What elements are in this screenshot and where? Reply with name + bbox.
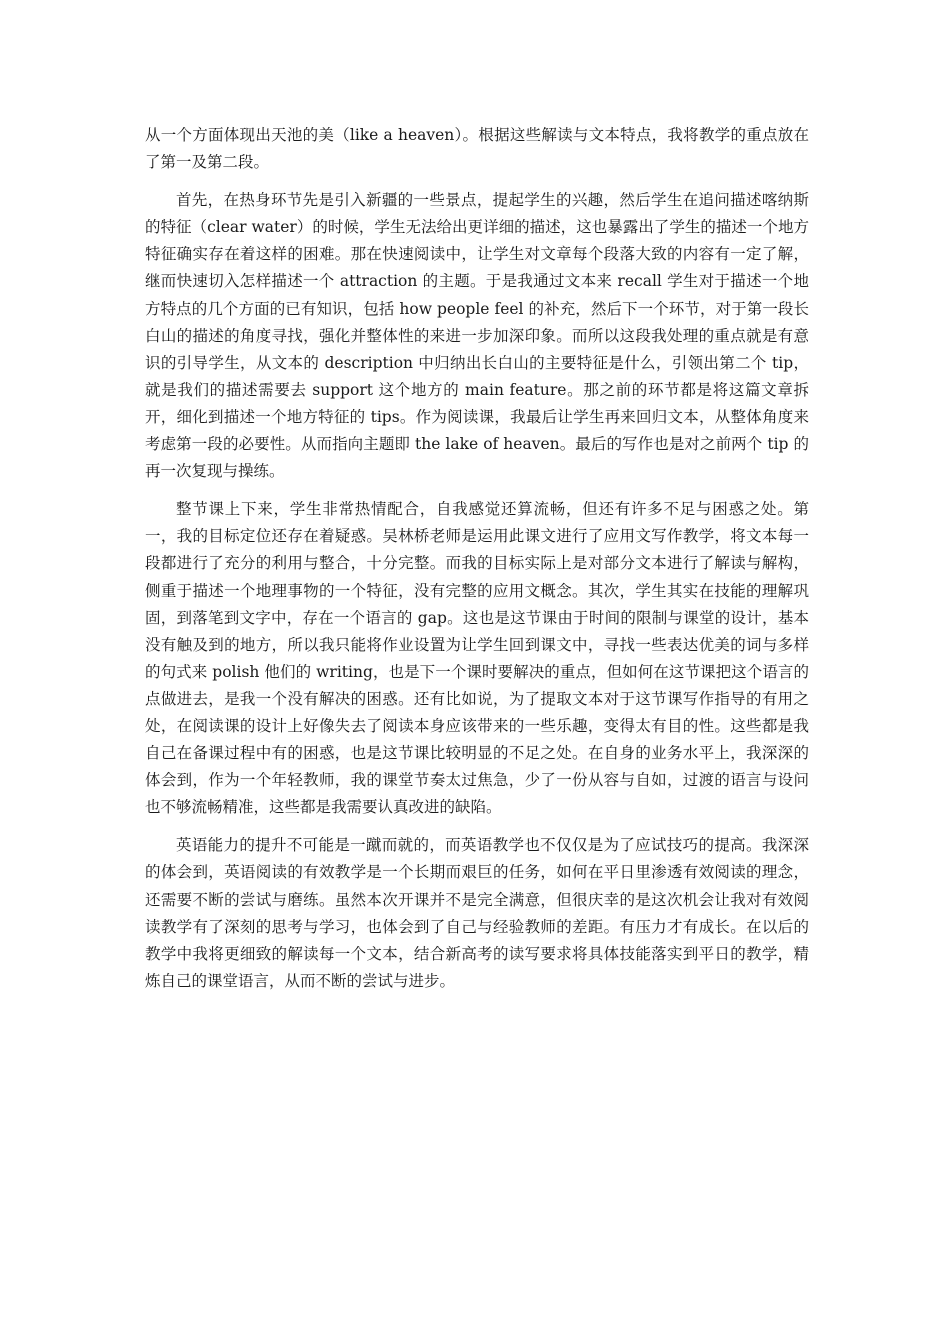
paragraph-1: 从一个方面体现出天池的美（like a heaven）。根据这些解读与文本特点，我将教学的重点放在了第一及第二段。 — [145, 126, 809, 172]
paragraph-3: 整节课上下来，学生非常热情配合，自我感觉还算流畅，但还有许多不足与困惑之处。第一，我的目标定位还存在着疑惑。吴林桥老师是运用此课文进行了应用文写作教学，将文本每一段都进行了充分的利用与整合，十分完整。而我的目标实际上是对部分文本进行了解读与解构，侧重于描述一个地理事物的一个特征，没有完整的应用文概念。其次，学生其实在技能的理解巩固，到落笔到文字中，存在一个语言的 gap。这也是这节课由于时间的限制与课堂的设计，基本没有触及到的地方，所以我只能将作业设置为让学生回到课文中，寻找一些表达优美的词与多样的句式来 polish 他们的 writing，也是下一个课时要解决的重点，但如何在这节课把这个语言的点做进去，是我一个没有解决的困惑。还有比如说，为了提取文本对于这节课写作指导的有用之处，在阅读课的设计上好像失去了阅读本身应该带来的一些乐趣，变得太有目的性。这些都是我自己在备课过程中有的困惑，也是这节课比较明显的不足之处。在自身的业务水平上，我深深的体会到，作为一个年轻教师，我的课堂节奏太过焦急，少了一份从容与自如，过渡的语言与设问也不够流畅精准，这些都是我需要认真改进的缺陷。 — [145, 500, 809, 817]
document-body — [145, 122, 809, 1006]
paragraph-4: 英语能力的提升不可能是一蹴而就的，而英语教学也不仅仅是为了应试技巧的提高。我深深的体会到，英语阅读的有效教学是一个长期而艰巨的任务，如何在平日里渗透有效阅读的理念，还需要不断的尝试与磨练。虽然本次开课并不是完全满意，但很庆幸的是这次机会让我对有效阅读教学有了深刻的思考与学习，也体会到了自己与经验教师的差距。有压力才有成长。在以后的教学中我将更细致的解读每一个文本，结合新高考的读写要求将具体技能落实到平日的教学，精炼自己的课堂语言，从而不断的尝试与进步。 — [145, 836, 809, 990]
paragraph-2: 首先，在热身环节先是引入新疆的一些景点，提起学生的兴趣，然后学生在追问描述喀纳斯的特征（clear water）的时候，学生无法给出更详细的描述，这也暴露出了学生的描述一个地方特征确实存在着这样的困难。那在快速阅读中，让学生对文章每个段落大致的内容有一定了解，继而快速切入怎样描述一个 attraction 的主题。于是我通过文本来 recall 学生对于描述一个地方特点的几个方面的已有知识，包括 how people feel 的补充，然后下一个环节，对于第一段长白山的描述的角度寻找，强化并整体性的来进一步加深印象。而所以这段我处理的重点就是有意识的引导学生，从文本的 description 中归纳出长白山的主要特征是什么，引领出第二个 tip，就是我们的描述需要去 support 这个地方的 main feature。那之前的环节都是将这篇文章拆开，细化到描述一个地方特征的 tips。作为阅读课，我最后让学生再来回归文本，从整体角度来考虑第一段的必要性。从而指向主题即 the lake of heaven。最后的写作也是对之前两个 tip 的再一次复现与操练。 — [145, 191, 809, 481]
